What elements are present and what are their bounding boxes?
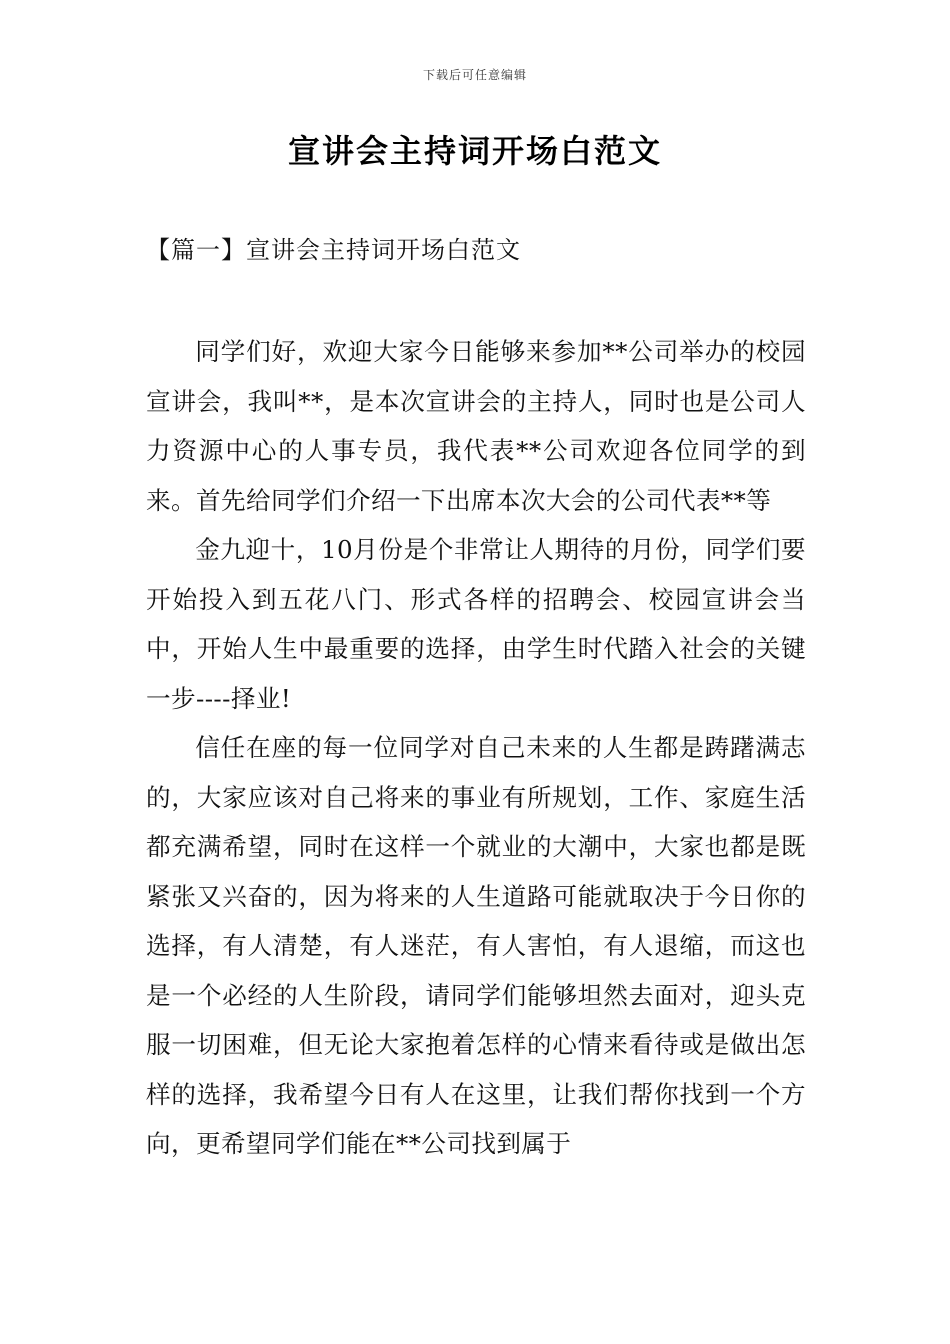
document-title: 宣讲会主持词开场白范文 — [287, 132, 662, 170]
paragraph: 同学们好，欢迎大家今日能够来参加**公司举办的校园宣讲会，我叫**，是本次宣讲会的主持人，同时也是公司人力资源中心的人事专员，我代表**公司欢迎各位同学的到来。首先给同学们介绍一下出席本次大会的公司代表**等 — [146, 337, 806, 515]
header-note: 下载后可任意编辑 — [422, 68, 527, 82]
paragraph: 金九迎十，10月份是个非常让人期待的月份，同学们要开始投入到五花八门、形式各样的招聘会、校园宣讲会当中，开始人生中最重要的选择，由学生时代踏入社会的关键一步----择业! — [146, 535, 806, 713]
body-text — [146, 327, 806, 1169]
paragraph: 信任在座的每一位同学对自己未来的人生都是踌躇满志的，大家应该对自己将来的事业有所规划，工作、家庭生活都充满希望，同时在这样一个就业的大潮中，大家也都是既紧张又兴奋的，因为将来的人生道路可能就取决于今日你的选择，有人清楚，有人迷茫，有人害怕，有人退缩，而这也是一个必经的人生阶段，请同学们能够坦然去面对，迎头克服一切困难，但无论大家抱着怎样的心情来看待或是做出怎样的选择，我希望今日有人在这里，让我们帮你找到一个方向，更希望同学们能在**公司找到属于 — [146, 733, 806, 1158]
section-heading: 【篇一】宣讲会主持词开场白范文 — [146, 236, 521, 264]
